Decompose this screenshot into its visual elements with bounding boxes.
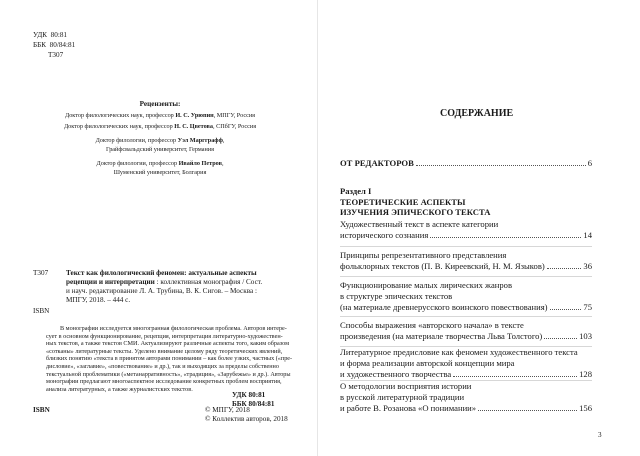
section-title: ТЕОРЕТИЧЕСКИЕ АСПЕКТЫ [340,197,466,207]
toc-item[interactable]: Принципы репрезентативного представления фольклорных текстов (П. В. Киреевский, Н. М. Языков) 36 [340,250,592,271]
reviewers-title: Рецензенты: [139,100,181,108]
toc-divider [340,276,592,277]
contents-title: СОДЕРЖАНИЕ [440,108,514,119]
bbk-line [33,41,75,50]
toc-item[interactable]: О методологии восприятия истории в русской литературной традиции и работе В. Розанова «О понимании» 156 [340,381,592,413]
isbn-label: ISBN [33,307,50,315]
cutter-mark: Т307 [48,51,64,59]
toc-item[interactable]: Литературное предисловие как феномен художественного текста и форма реализации авторской концепции мира и художественного творчества 128 [340,347,592,379]
toc-divider [340,316,592,317]
reviewer-line: Доктор филологии, профессор Ивайло Петров, [96,160,224,167]
reviewer-affiliation: Шуменский университет, Болгария [113,169,207,176]
reviewer-line: Доктор филологических наук, профессор Н. С. Цветова, СПбГУ, Россия [63,123,257,130]
toc-item[interactable]: Способы выражения «авторского начала» в тексте произведения (на материале творчества Льва Толстого) 103 [340,320,592,341]
section-label: Раздел I [340,186,372,196]
reviewer-line: Доктор филологии, профессор Уэл Маргграфф, [95,137,225,144]
section-title: ИЗУЧЕНИЯ ЭПИЧЕСКОГО ТЕКСТА [340,207,491,217]
biblio-line: МПГУ, 2018. – 444 с. [66,296,131,304]
toc-editors[interactable]: ОТ РЕДАКТОРОВ 6 [340,158,592,168]
udk-bottom: УДК 80:81 [232,391,266,399]
biblio-line: рецепции и интерпретации : коллективная монография / Сост. [66,278,263,286]
biblio-title: Текст как филологический феномен: актуальные аспекты [66,269,257,277]
bbk-value: 80/84:81 [49,41,76,49]
biblio-line: и науч. редактирование Л. А. Трубина, В. К. Сигов. – Москва : [66,287,257,295]
reviewer-line: Доктор филологических наук, профессор И. С. Урюпин, МПГУ, Россия [64,112,255,119]
toc-item[interactable]: Художественный текст в аспекте категории исторического сознания 14 [340,219,592,240]
udk-line [33,31,67,40]
udk-value: 80:81 [50,31,68,39]
bbk-bottom: ББК 80/84:81 [232,400,275,408]
udk-label: УДК [33,31,48,39]
toc-item[interactable]: Функционирование малых лирических жанров в структуре эпических текстов (на материале древнерусского воинского повествования) 75 [340,280,592,312]
toc-divider [340,246,592,247]
biblio-cutter: Т307 [33,269,49,277]
abstract: В монографии исследуется многогранная филологическая проблема. Авторов интере- сует в основном функционирование, рецепция, интерпретация литературно-художествен- ных текстов, а также текстов СМИ. Актуализируют различные аспекты того, каким образом «сотканы» литературные тексты. Уделено внимание целому ряду теоретических явлений, близких понятию «текста в принятом авторами понимании – как более узких, частных («пре- дисловие», «заглавие», «повествование» и др.), так и выходящих за пределы собственно текстуальной проблематики («метанарративность», «традиция», «Зарубежье» и др.). Авторы монографии предлагают многоаспектное исследование конкретных проблем восприятия, анализа литературных, а также журналистских текстов. [46,325,293,393]
reviewer-affiliation: Грайфсвальдский университет, Германия [106,146,214,153]
copyright-authors: © Коллектив авторов, 2018 [205,415,288,423]
copyright-mpgu: © МПГУ, 2018 [205,406,250,414]
bbk-label: ББК [33,41,47,49]
page-number: 3 [598,431,602,439]
isbn-bottom: ISBN [33,406,50,414]
page-gutter [317,0,318,456]
